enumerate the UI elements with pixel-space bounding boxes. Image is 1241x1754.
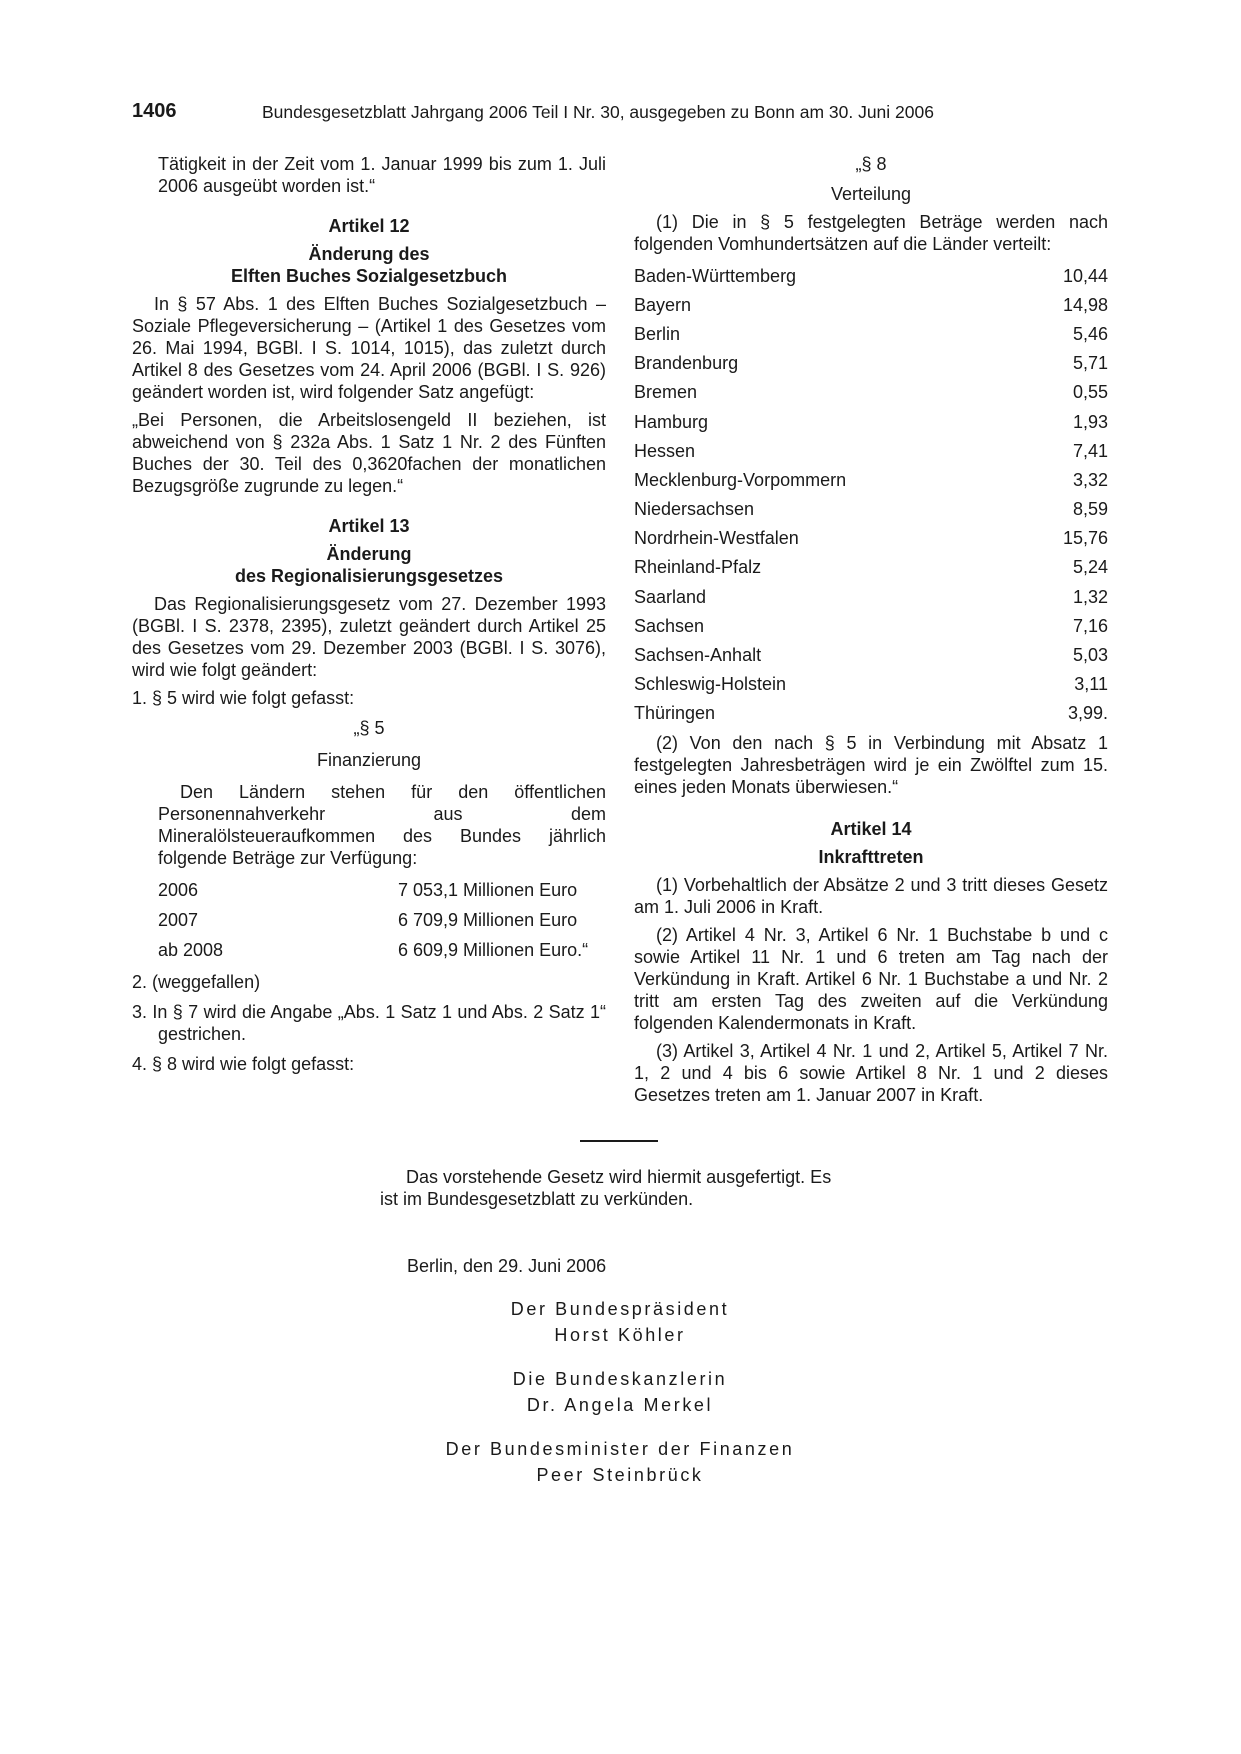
land-share: 3,99. [1067, 703, 1108, 724]
distribution-row [634, 640, 1108, 669]
promulgation-statement [380, 1166, 860, 1210]
distribution-row [634, 611, 1108, 640]
land-name: Saarland [634, 586, 707, 607]
amount-row [158, 935, 606, 965]
article-12-paragraph-2: „Bei Personen, die Arbeitslosengeld II beziehen, ist abweichend von § 232a Abs. 1 Satz 1 Nr. 2 des Fünften Buches der 30. Teil des 0,3620fachen der monatlichen Bezugsgröße zugrunde zu legen.“ [132, 410, 606, 496]
amounts-table [132, 875, 606, 965]
distribution-row [634, 465, 1108, 494]
paragraph-5-text: Den Ländern stehen für den öffentlichen Personennahverkehr aus dem Mineralölsteueraufkommen des Bundes jährlich folgende Beträge zur Verfügung: [158, 782, 606, 868]
land-name: Mecklenburg-Vorpommern [634, 469, 847, 490]
article-13-item-2: 2. (weggefallen) [132, 972, 261, 992]
distribution-row [634, 349, 1108, 378]
land-share: 5,03 [1072, 645, 1108, 666]
promulgation-line-2: ist im Bundesgesetzblatt zu verkünden. [380, 1189, 694, 1209]
land-share: 3,11 [1074, 674, 1108, 695]
land-share: 0,55 [1072, 382, 1108, 403]
land-name: Berlin [634, 323, 681, 344]
article-12-title: Artikel 12 [328, 216, 410, 236]
land-share: 14,98 [1062, 294, 1108, 315]
article-13-item-1: 1. § 5 wird wie folgt gefasst: [132, 688, 355, 708]
land-share: 15,76 [1062, 528, 1108, 549]
signature-block [380, 1436, 860, 1488]
article-13-subtitle-line-2: des Regionalisierungsgesetzes [234, 566, 504, 586]
article-14-paragraph-2: (2) Artikel 4 Nr. 3, Artikel 6 Nr. 1 Buchstabe b und c sowie Artikel 11 Nr. 1 und 6 treten am Tag nach der Verkündung in Kraft. Artikel 6 Nr. 1 Buchstabe a und Nr. 2 tritt am ersten Tag des zweiten auf die Verkündung folgenden Kalendermonats in Kraft. [634, 925, 1108, 1033]
land-name: Niedersachsen [634, 499, 755, 520]
amount-year: 2007 [158, 910, 199, 930]
distribution-row [634, 378, 1108, 407]
signatory-role: Die Bundeskanzlerin [512, 1369, 728, 1389]
amount-year: 2006 [158, 880, 199, 900]
article-13-subtitle-line-1: Änderung [326, 544, 412, 564]
article-12-subtitle-line-2: Elften Buches Sozialgesetzbuch [230, 266, 508, 286]
land-name: Baden-Württemberg [634, 265, 797, 286]
land-share: 5,46 [1072, 323, 1108, 344]
article-14-paragraph-3: (3) Artikel 3, Artikel 4 Nr. 1 und 2, Artikel 5, Artikel 7 Nr. 1, 2 und 4 bis 6 sowie Artikel 8 Nr. 1 und 2 dieses Gesetzes treten am 1. Januar 2007 in Kraft. [634, 1041, 1108, 1105]
header-title: Bundesgesetzblatt Jahrgang 2006 Teil I Nr. 30, ausgegeben zu Bonn am 30. Juni 2006 [262, 102, 934, 122]
land-name: Sachsen-Anhalt [634, 645, 762, 666]
amount-row [158, 875, 606, 905]
article-12-subtitle-line-1: Änderung des [308, 244, 430, 264]
paragraph-8-text-2: (2) Von den nach § 5 in Verbindung mit Absatz 1 festgelegten Jahresbeträgen wird je ein Zwölftel zum 15. eines jeden Monats überwiesen.“ [634, 733, 1108, 797]
amount-row [158, 905, 606, 935]
land-name: Thüringen [634, 703, 716, 724]
signatory-name: Dr. Angela Merkel [526, 1395, 714, 1415]
land-name: Brandenburg [634, 353, 739, 374]
land-share: 1,93 [1072, 411, 1108, 432]
distribution-row [634, 436, 1108, 465]
article-14-paragraph-1: (1) Vorbehaltlich der Absätze 2 und 3 tritt dieses Gesetz am 1. Juli 2006 in Kraft. [634, 875, 1108, 917]
amount-value: 7 053,1 Millionen Euro [398, 880, 578, 900]
article-12-paragraph-1: In § 57 Abs. 1 des Elften Buches Sozialgesetzbuch – Soziale Pflegeversicherung – (Artikel 1 des Gesetzes vom 26. Mai 1994, BGBl. I S. 1014, 1015), das zuletzt durch Artikel 8 des Gesetzes vom 24. April 2006 (BGBl. I S. 926) geändert worden ist, wird folgender Satz angefügt: [132, 294, 606, 402]
amount-year: ab 2008 [158, 940, 224, 960]
land-share: 7,41 [1072, 440, 1108, 461]
land-share: 5,71 [1072, 353, 1108, 374]
land-name: Bremen [634, 382, 698, 403]
right-column [634, 153, 1108, 1112]
land-name: Rheinland-Pfalz [634, 557, 762, 578]
article-14-title: Artikel 14 [830, 819, 912, 839]
signatory-name: Peer Steinbrück [536, 1465, 704, 1485]
signatory-name: Horst Köhler [554, 1325, 686, 1345]
land-name: Bayern [634, 294, 692, 315]
signatory-role: Der Bundespräsident [510, 1299, 730, 1319]
article-13-title: Artikel 13 [328, 516, 410, 536]
distribution-row [634, 261, 1108, 290]
distribution-row [634, 582, 1108, 611]
distribution-row [634, 553, 1108, 582]
paragraph-8-title: Verteilung [830, 184, 912, 204]
land-name: Nordrhein-Westfalen [634, 528, 799, 549]
promulgation-line-1: Das vorstehende Gesetz wird hiermit ausgefertigt. Es [406, 1167, 832, 1187]
distribution-row [634, 495, 1108, 524]
amount-value: 6 609,9 Millionen Euro.“ [398, 940, 589, 960]
land-share: 3,32 [1072, 469, 1108, 490]
land-name: Sachsen [634, 615, 705, 636]
distribution-table [634, 261, 1108, 728]
place-and-date: Berlin, den 29. Juni 2006 [407, 1256, 607, 1276]
signature-block [380, 1296, 860, 1348]
distribution-row [634, 290, 1108, 319]
signature-block [380, 1366, 860, 1418]
distribution-row [634, 670, 1108, 699]
paragraph-5-title: Finanzierung [316, 750, 422, 770]
article-13-paragraph-1: Das Regionalisierungsgesetz vom 27. Dezember 1993 (BGBl. I S. 2378, 2395), zuletzt geändert durch Artikel 25 des Gesetzes vom 29. Dezember 2003 (BGBl. I S. 3076), wird wie folgt geändert: [132, 594, 606, 680]
article-13-subtitle [132, 543, 606, 587]
distribution-row [634, 319, 1108, 348]
signatory-role: Der Bundesminister der Finanzen [445, 1439, 795, 1459]
distribution-row [634, 407, 1108, 436]
land-share: 8,59 [1072, 499, 1108, 520]
land-name: Hessen [634, 440, 696, 461]
article-12-subtitle [132, 243, 606, 287]
land-share: 5,24 [1072, 557, 1108, 578]
land-share: 7,16 [1072, 615, 1108, 636]
distribution-row [634, 524, 1108, 553]
land-name: Schleswig-Holstein [634, 674, 787, 695]
article-13-item-3: 3. In § 7 wird die Angabe „Abs. 1 Satz 1 und Abs. 2 Satz 1“ gestrichen. [132, 1002, 606, 1044]
page-number: 1406 [132, 100, 177, 122]
paragraph-8-heading: „§ 8 [855, 154, 887, 174]
land-share: 1,32 [1072, 586, 1108, 607]
paragraph-8-text-1: (1) Die in § 5 festgelegten Beträge werden nach folgenden Vomhundertsätzen auf die Länder verteilt: [634, 212, 1108, 254]
article-13-item-4: 4. § 8 wird wie folgt gefasst: [132, 1054, 355, 1074]
distribution-row [634, 699, 1108, 728]
land-name: Hamburg [634, 411, 709, 432]
paragraph-5-heading: „§ 5 [353, 718, 385, 738]
land-share: 10,44 [1062, 265, 1108, 286]
section-divider [580, 1140, 658, 1142]
intro-paragraph: Tätigkeit in der Zeit vom 1. Januar 1999 bis zum 1. Juli 2006 ausgeübt worden ist.“ [158, 154, 606, 196]
article-14-subtitle: Inkrafttreten [818, 847, 924, 867]
amount-value: 6 709,9 Millionen Euro [398, 910, 578, 930]
left-column [132, 153, 606, 1083]
